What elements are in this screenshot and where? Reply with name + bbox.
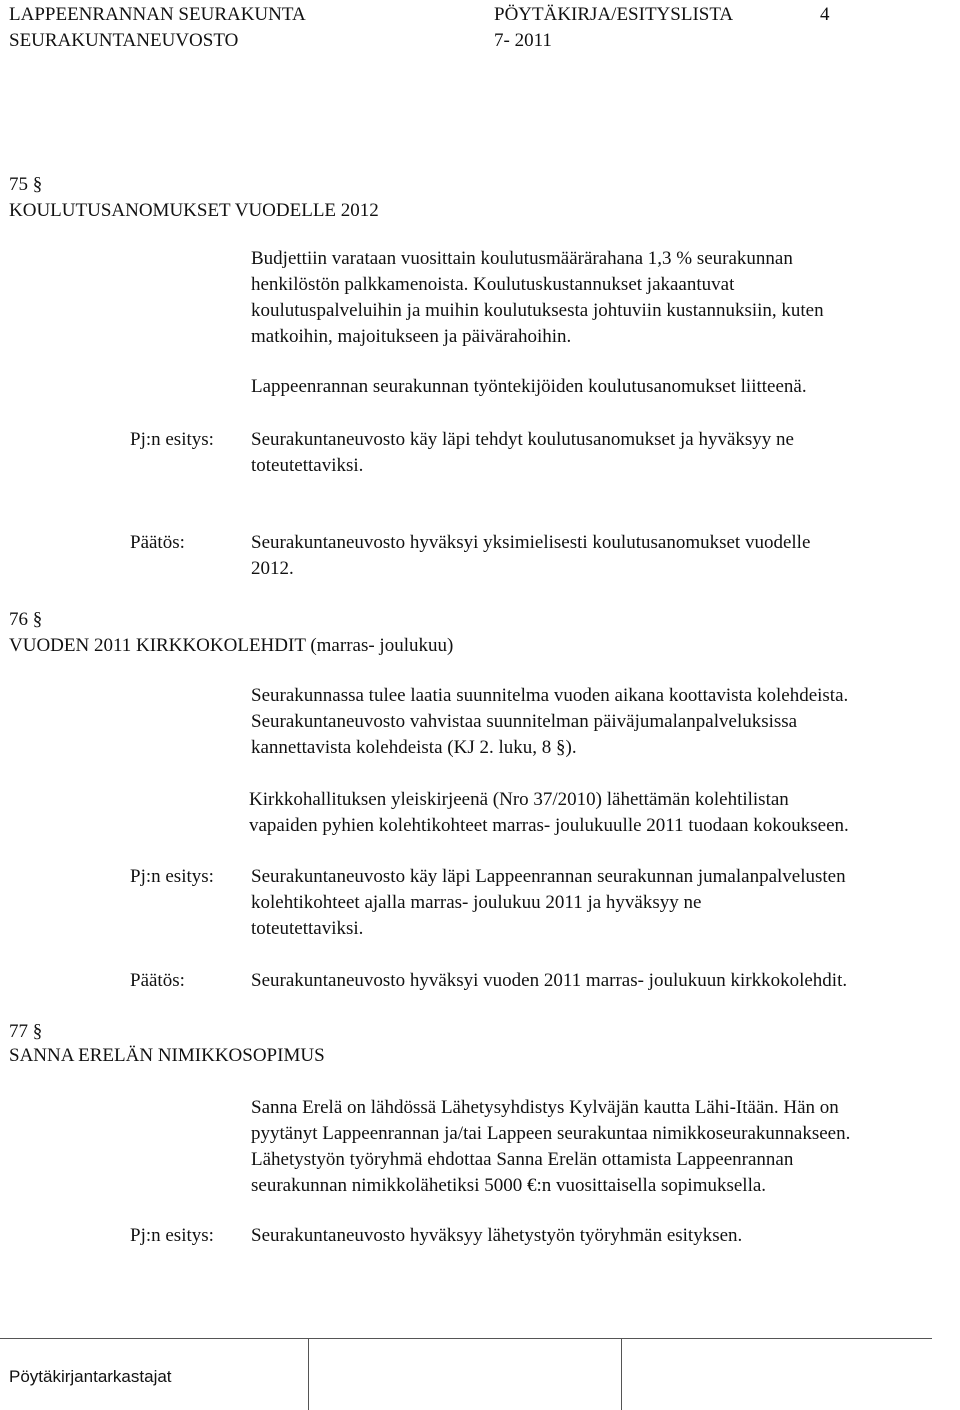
section-title: VUODEN 2011 KIRKKOKOLEHDIT (marras- joulukuu)	[9, 635, 454, 656]
section-intro: Budjettiin varataan vuosittain koulutusmäärärahana 1,3 % seurakunnan henkilöstön palkkamenoista. Koulutuskustannukset jakaantuvat koulutuspalveluihin ja muihin koulutuksesta johtuviin kustannuksiin, kuten matkoihin, majoitukseen ja päivärahoihin.	[251, 248, 824, 347]
header-doc-type: PÖYTÄKIRJA/ESITYSLISTA	[494, 4, 734, 25]
decision-label: Päätös:	[130, 970, 185, 991]
section-intro: Seurakunnassa tulee laatia suunnitelma vuoden aikana koottavista kolehdeista. Seurakuntaneuvosto vahvistaa suunnitelman päiväjumalanpalveluksissa kannettavista kolehdeista (KJ 2. luku, 8 §).	[251, 685, 849, 758]
proposal-label: Pj:n esitys:	[130, 429, 214, 450]
section-note: Kirkkohallituksen yleiskirjeenä (Nro 37/2010) lähettämän kolehtilistan vapaiden pyhien kolehtikohteet marras- joulukuulle 2011 tuodaan kokoukseen.	[249, 789, 849, 836]
proposal-text: Seurakuntaneuvosto käy läpi Lappeenrannan seurakunnan jumalanpalvelusten kolehtikohteet ajalla marras- joulukuu 2011 ja hyväksyy ne toteutettaviksi.	[251, 866, 846, 939]
decision-text: Seurakuntaneuvosto hyväksyi yksimielisesti koulutusanomukset vuodelle 2012.	[251, 532, 811, 579]
header-body: SEURAKUNTANEUVOSTO	[9, 30, 239, 51]
footer-divider	[308, 1338, 309, 1410]
footer-rule	[0, 1338, 932, 1339]
footer-divider	[621, 1338, 622, 1410]
proposal-text: Seurakuntaneuvosto hyväksyy lähetystyön työryhmän esityksen.	[251, 1225, 743, 1246]
footer-label: Pöytäkirjantarkastajat	[9, 1367, 172, 1386]
section-number: 76 §	[9, 609, 43, 630]
proposal-label: Pj:n esitys:	[130, 1225, 214, 1246]
section-number: 75 §	[9, 174, 43, 195]
proposal-text: Seurakuntaneuvosto käy läpi tehdyt koulutusanomukset ja hyväksyy ne toteutettaviksi.	[251, 429, 794, 476]
page-number: 4	[820, 4, 830, 25]
section-title: SANNA ERELÄN NIMIKKOSOPIMUS	[9, 1045, 325, 1066]
decision-text: Seurakuntaneuvosto hyväksyi vuoden 2011 marras- joulukuun kirkkokolehdit.	[251, 970, 848, 991]
decision-label: Päätös:	[130, 532, 185, 553]
section-intro: Sanna Erelä on lähdössä Lähetysyhdistys Kylväjän kautta Lähi-Itään. Hän on pyytänyt Lappeenrannan ja/tai Lappeen seurakuntaa nimikkoseurakunnakseen. Lähetystyön työryhmä ehdottaa Sanna Erelän ottamista Lappeenrannan seurakunnan nimikkolähetiksi 5000 €:n vuosittaisella sopimuksella.	[251, 1097, 851, 1196]
section-note: Lappeenrannan seurakunnan työntekijöiden koulutusanomukset liitteenä.	[251, 376, 807, 397]
header-session: 7- 2011	[494, 30, 552, 51]
section-title: KOULUTUSANOMUKSET VUODELLE 2012	[9, 200, 379, 221]
section-number: 77 §	[9, 1021, 43, 1042]
header-org: LAPPEENRANNAN SEURAKUNTA	[9, 4, 306, 25]
proposal-label: Pj:n esitys:	[130, 866, 214, 887]
